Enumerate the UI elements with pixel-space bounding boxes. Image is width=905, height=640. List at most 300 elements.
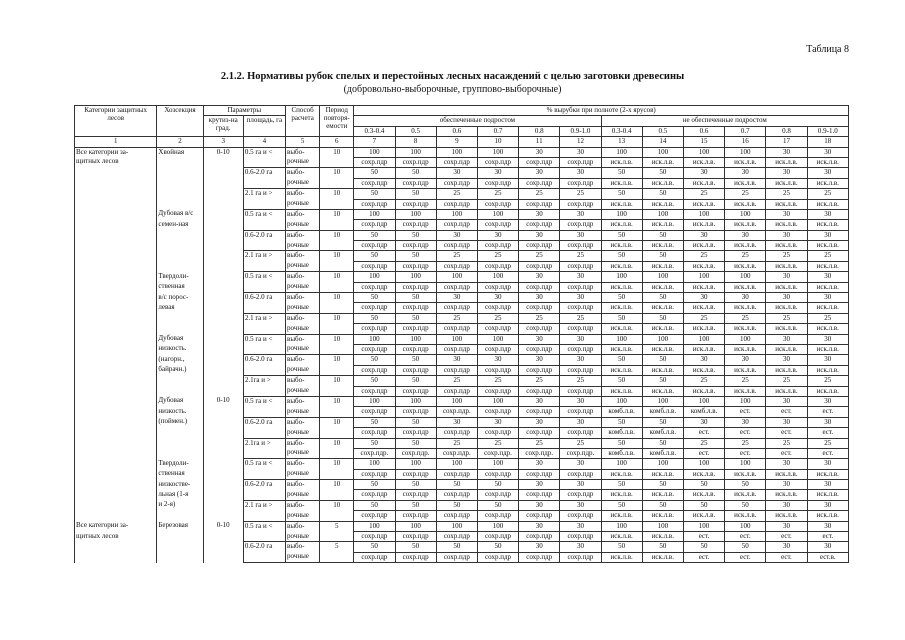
column-number: 11 [519,137,560,147]
cell-period: 5 [320,542,354,552]
cell-value: сохр.пдр [560,178,601,188]
cell-area [243,241,285,251]
cell-period [320,241,354,251]
cell-value: 30 [807,459,848,469]
cell-section [157,199,203,209]
table-row [75,532,849,542]
cell-value: иск.л.в. [725,199,766,209]
cell-value: 30 [560,147,601,157]
cell-value: 100 [683,396,724,406]
cell-value: иск.л.в. [807,178,848,188]
cell-value: сохр.пдр [519,261,560,271]
cell-category [75,344,157,354]
cell-value: сохр.пдр [436,261,477,271]
cell-method: выбо- [286,396,320,406]
cell-value: 30 [519,417,560,427]
cell-period [320,386,354,396]
cell-period: 10 [320,355,354,365]
cell-area [243,220,285,230]
cell-value: 50 [395,355,436,365]
cell-value: сохр.пдр [354,220,395,230]
cell-value: 100 [642,209,683,219]
cell-value: 100 [436,459,477,469]
cell-value: иск.л.в. [725,511,766,521]
cell-value: 100 [354,272,395,282]
cell-value: 50 [395,189,436,199]
cell-value: ест. [725,428,766,438]
cell-value: 25 [683,438,724,448]
cell-value: иск.л.в. [807,469,848,479]
cell-value: 50 [725,480,766,490]
cell-value: иск.л.в. [807,157,848,167]
cell-section [157,542,203,552]
cell-value: 30 [560,230,601,240]
cell-section [157,261,203,271]
cell-method: рочные [286,365,320,375]
cell-value: сохр.пдр [354,241,395,251]
cell-slope [203,376,243,386]
cell-value: иск.л.в. [642,220,683,230]
cell-slope [203,178,243,188]
cell-value: сохр.пдр [354,282,395,292]
cell-method: рочные [286,428,320,438]
cell-area [243,365,285,375]
cell-area: 0.5 га и < [243,521,285,531]
cell-value: 30 [807,542,848,552]
cell-period: 10 [320,313,354,323]
cell-value: сохр.пдр [477,261,518,271]
cell-value: сохр.пдр [477,324,518,334]
cell-section [157,448,203,458]
cell-value: 30 [519,147,560,157]
cell-method: рочные [286,282,320,292]
cell-slope [203,293,243,303]
cell-section [157,157,203,167]
cell-value: иск.л.в. [601,532,642,542]
cell-value: иск.л.в. [683,511,724,521]
cell-value: 100 [354,209,395,219]
cell-value: 50 [683,542,724,552]
cell-value: 30 [807,417,848,427]
cell-category [75,313,157,323]
cell-period [320,448,354,458]
cell-value: иск.л.в. [601,199,642,209]
cell-value: 50 [601,417,642,427]
table-row [75,199,849,209]
column-number: 10 [477,137,518,147]
cell-section [157,168,203,178]
cell-slope [203,417,243,427]
cell-slope [203,261,243,271]
cell-value: 50 [354,189,395,199]
cell-value: иск.л.в. [683,157,724,167]
cell-value: 100 [436,334,477,344]
cell-period [320,552,354,562]
cell-value: 30 [725,417,766,427]
cell-value: ест. [725,552,766,562]
cell-value: 25 [436,189,477,199]
column-number: 12 [560,137,601,147]
cell-section: Дубовая в/с [157,209,203,219]
cell-method: выбо- [286,147,320,157]
cell-method: выбо- [286,334,320,344]
cell-area: 0.5 га и < [243,272,285,282]
cell-category [75,199,157,209]
cell-category [75,334,157,344]
cell-value: иск.л.в. [642,469,683,479]
cell-value: 30 [477,355,518,365]
header-density: 0.8 [766,126,807,136]
cell-slope [203,157,243,167]
table-row [75,448,849,458]
cell-value: сохр.пдр [436,386,477,396]
cell-value: сохр.пдр [395,261,436,271]
table-row [75,500,849,510]
cell-value: 50 [354,542,395,552]
cell-value: 50 [395,438,436,448]
cell-value: ест. [766,407,807,417]
cell-category [75,272,157,282]
cell-value: сохр.пдр [519,469,560,479]
cell-category [75,251,157,261]
table-row [75,272,849,282]
cell-value: 100 [683,272,724,282]
cell-value: сохр.пдр [395,532,436,542]
table-row [75,459,849,469]
cell-value: комб.л.в. [642,448,683,458]
cell-value: сохр.пдр [395,407,436,417]
cell-value: иск.л.в. [683,469,724,479]
cell-value: 50 [354,313,395,323]
cell-value: 30 [560,396,601,406]
column-number: 1 [75,137,157,147]
cell-value: ест. [807,532,848,542]
cell-value: иск.л.в. [601,552,642,562]
cell-value: 30 [560,168,601,178]
table-row [75,469,849,479]
cell-value: 50 [354,168,395,178]
cell-value: иск.л.в. [807,303,848,313]
column-number: 2 [157,137,203,147]
cell-category [75,542,157,552]
header-section: Хозсекция [157,106,203,137]
cell-value: 30 [560,293,601,303]
cell-value: 100 [436,396,477,406]
cell-value: иск.л.в. [725,490,766,500]
cell-value: иск.л.в. [725,157,766,167]
cell-value: комб.л.в. [642,428,683,438]
cell-value: сохр.пдр [560,199,601,209]
cell-value: сохр.пдр [477,469,518,479]
cell-value: сохр.пдр [477,282,518,292]
cell-value: иск.л.в. [766,344,807,354]
column-number: 8 [395,137,436,147]
cell-value: 30 [519,293,560,303]
cell-value: сохр.пдр [477,178,518,188]
cell-value: 30 [477,293,518,303]
cell-value: 100 [477,334,518,344]
cell-value: 30 [560,542,601,552]
cell-method: рочные [286,303,320,313]
cell-value: иск.л.в. [642,490,683,500]
cell-value: ест. [766,448,807,458]
cell-category [75,552,157,562]
cell-value: 100 [354,521,395,531]
column-number: 15 [683,137,724,147]
cell-period: 10 [320,168,354,178]
header-params: Параметры [203,106,285,116]
cell-value: сохр.пдр [477,532,518,542]
cell-value: 100 [436,272,477,282]
cell-area [243,282,285,292]
cell-value: иск.л.в. [683,178,724,188]
cell-value: 30 [436,293,477,303]
cell-value: 50 [642,251,683,261]
cell-value: 25 [766,313,807,323]
header-density: 0.5 [642,126,683,136]
cell-section [157,376,203,386]
cell-value: сохр.пдр [436,552,477,562]
cell-value: иск.л.в. [725,303,766,313]
cell-value: сохр.пдр [395,552,436,562]
cell-value: сохр.пдр [519,199,560,209]
cell-value: ест. [725,407,766,417]
cell-value: иск.л.в. [642,365,683,375]
cell-period: 10 [320,147,354,157]
cell-value: иск.л.в. [807,199,848,209]
cell-value: иск.л.в. [725,282,766,292]
cell-value: сохр.пдр [436,303,477,313]
cell-area: 2.1га и > [243,438,285,448]
cell-value: сохр.пдр [519,344,560,354]
cell-area [243,490,285,500]
cell-area: 0.5 га и < [243,334,285,344]
cell-value: сохр.пдр [560,282,601,292]
column-number: 14 [642,137,683,147]
cell-value: 30 [560,480,601,490]
table-number-label: Таблица 8 [806,44,849,55]
cell-value: иск.л.в. [725,220,766,230]
cell-period: 10 [320,417,354,427]
cell-period [320,469,354,479]
cell-value: 30 [766,500,807,510]
cell-value: иск.л.в. [807,220,848,230]
cell-value: сохр.пдр [395,365,436,375]
cell-value: 30 [807,293,848,303]
cell-area [243,303,285,313]
cell-method: выбо- [286,355,320,365]
cell-area: 0.5 га и < [243,459,285,469]
cell-value: 100 [725,272,766,282]
cell-value: 25 [725,251,766,261]
cell-slope [203,511,243,521]
cell-value: иск.л.в. [807,511,848,521]
cell-value: иск.л.в. [766,261,807,271]
header-unsecured: не обеспеченные подростом [601,116,848,126]
cell-slope [203,407,243,417]
cell-value: иск.л.в. [683,282,724,292]
cell-section: льная (1-я [157,490,203,500]
cell-value: сохр.пдр [354,490,395,500]
cell-value: сохр.пдр [354,157,395,167]
cell-value: 30 [519,542,560,552]
cell-value: сохр.пдр [477,241,518,251]
cell-value: 100 [436,147,477,157]
cell-value: 30 [766,230,807,240]
cell-value: иск.л.в. [601,344,642,354]
cell-value: 30 [436,355,477,365]
cell-value: 50 [642,500,683,510]
table-row [75,355,849,365]
cell-slope: 0-10 [203,147,243,157]
cell-value: 100 [601,147,642,157]
cell-value: 100 [725,396,766,406]
cell-value: иск.л.в. [642,241,683,251]
cell-value: иск.л.в. [601,178,642,188]
cell-value: сохр.пдр [519,490,560,500]
cell-section: семен-ная [157,220,203,230]
table-row [75,417,849,427]
cell-section: низкость. [157,344,203,354]
cell-value: 50 [477,542,518,552]
cell-value: сохр.пдр [436,344,477,354]
cell-section [157,532,203,542]
cell-area [243,386,285,396]
cell-section [157,251,203,261]
cell-category [75,469,157,479]
cell-value: иск.л.в. [642,261,683,271]
cell-method: выбо- [286,209,320,219]
cell-period [320,344,354,354]
table-row [75,480,849,490]
cell-value: 25 [477,376,518,386]
cell-category: Все категории за- [75,521,157,531]
cell-value: 25 [519,438,560,448]
cell-period [320,428,354,438]
cell-value: 30 [519,230,560,240]
cell-method: рочные [286,199,320,209]
column-number: 6 [320,137,354,147]
cell-category [75,500,157,510]
table-row [75,220,849,230]
cell-value: 100 [477,521,518,531]
cell-value: сохр.пдр [395,469,436,479]
cell-value: сохр.пдр [560,241,601,251]
cell-value: 25 [725,313,766,323]
cell-value: 100 [601,272,642,282]
cell-value: 100 [683,334,724,344]
table-row [75,407,849,417]
cell-value: иск.л.в. [642,386,683,396]
cell-value: сохр.пдр. [477,448,518,458]
cell-category: Все категории за- [75,147,157,157]
cell-value: 30 [766,334,807,344]
cell-value: 25 [477,313,518,323]
cell-value: 50 [601,168,642,178]
cell-value: комб.л.в. [601,448,642,458]
cell-value: 50 [601,230,642,240]
cell-value: 50 [642,417,683,427]
cell-value: 50 [395,542,436,552]
cell-value: 30 [436,168,477,178]
cell-method: выбо- [286,272,320,282]
cell-value: 30 [519,272,560,282]
cell-category [75,261,157,271]
header-density: 0.3-0.4 [354,126,395,136]
cell-value: 50 [477,480,518,490]
cell-value: сохр.пдр [560,532,601,542]
cell-value: сохр.пдр [395,303,436,313]
header-density: 0.7 [477,126,518,136]
cell-value: 30 [725,355,766,365]
cell-value: ест. [725,448,766,458]
cell-slope [203,168,243,178]
cell-value: иск.л.в. [601,241,642,251]
table-row [75,334,849,344]
cell-value: сохр.пдр [354,428,395,438]
cell-value: сохр.пдр [477,407,518,417]
cell-section: низкость. [157,407,203,417]
cell-category [75,324,157,334]
cell-value: 50 [354,417,395,427]
cell-period: 10 [320,230,354,240]
cell-value: сохр.пдр [436,365,477,375]
cell-value: иск.л.в. [766,365,807,375]
cell-value: сохр.пдр [436,178,477,188]
document-title: 2.1.2. Нормативы рубок спелых и перестойных лесных насаждений с целью заготовки древесины [220,71,685,82]
cell-method: рочные [286,469,320,479]
cell-value: 25 [436,313,477,323]
header-method: Способ расчета [286,106,320,137]
cell-value: иск.л.в. [683,241,724,251]
cell-value: 25 [807,251,848,261]
cell-value: ест. [683,532,724,542]
cell-section: Березовая [157,521,203,531]
cell-value: сохр.пдр [436,157,477,167]
cell-value: 100 [601,334,642,344]
cell-section [157,428,203,438]
logging-norms-table [74,105,849,563]
cell-period [320,532,354,542]
cell-value: иск.л.в. [766,199,807,209]
cell-slope [203,230,243,240]
cell-value: сохр.пдр. [519,448,560,458]
cell-value: сохр.пдр [395,428,436,438]
cell-value: иск.л.в. [642,199,683,209]
cell-value: иск.л.в. [725,344,766,354]
cell-value: иск.л.в. [683,344,724,354]
cell-section: Дубовая [157,396,203,406]
cell-value: сохр.пдр [395,324,436,334]
cell-value: 30 [807,147,848,157]
cell-value: иск.л.в. [601,261,642,271]
cell-value: 100 [725,459,766,469]
cell-value: 30 [766,272,807,282]
table-row [75,209,849,219]
cell-value: сохр.пдр [560,511,601,521]
cell-value: комб.л.в. [683,407,724,417]
cell-value: 30 [519,168,560,178]
cell-section [157,324,203,334]
cell-slope [203,272,243,282]
cell-value: 100 [477,459,518,469]
header-density: 0.9-1.0 [560,126,601,136]
cell-method: выбо- [286,376,320,386]
cell-slope [203,251,243,261]
cell-value: 30 [683,293,724,303]
cell-category [75,178,157,188]
cell-section: Твердоли- [157,459,203,469]
